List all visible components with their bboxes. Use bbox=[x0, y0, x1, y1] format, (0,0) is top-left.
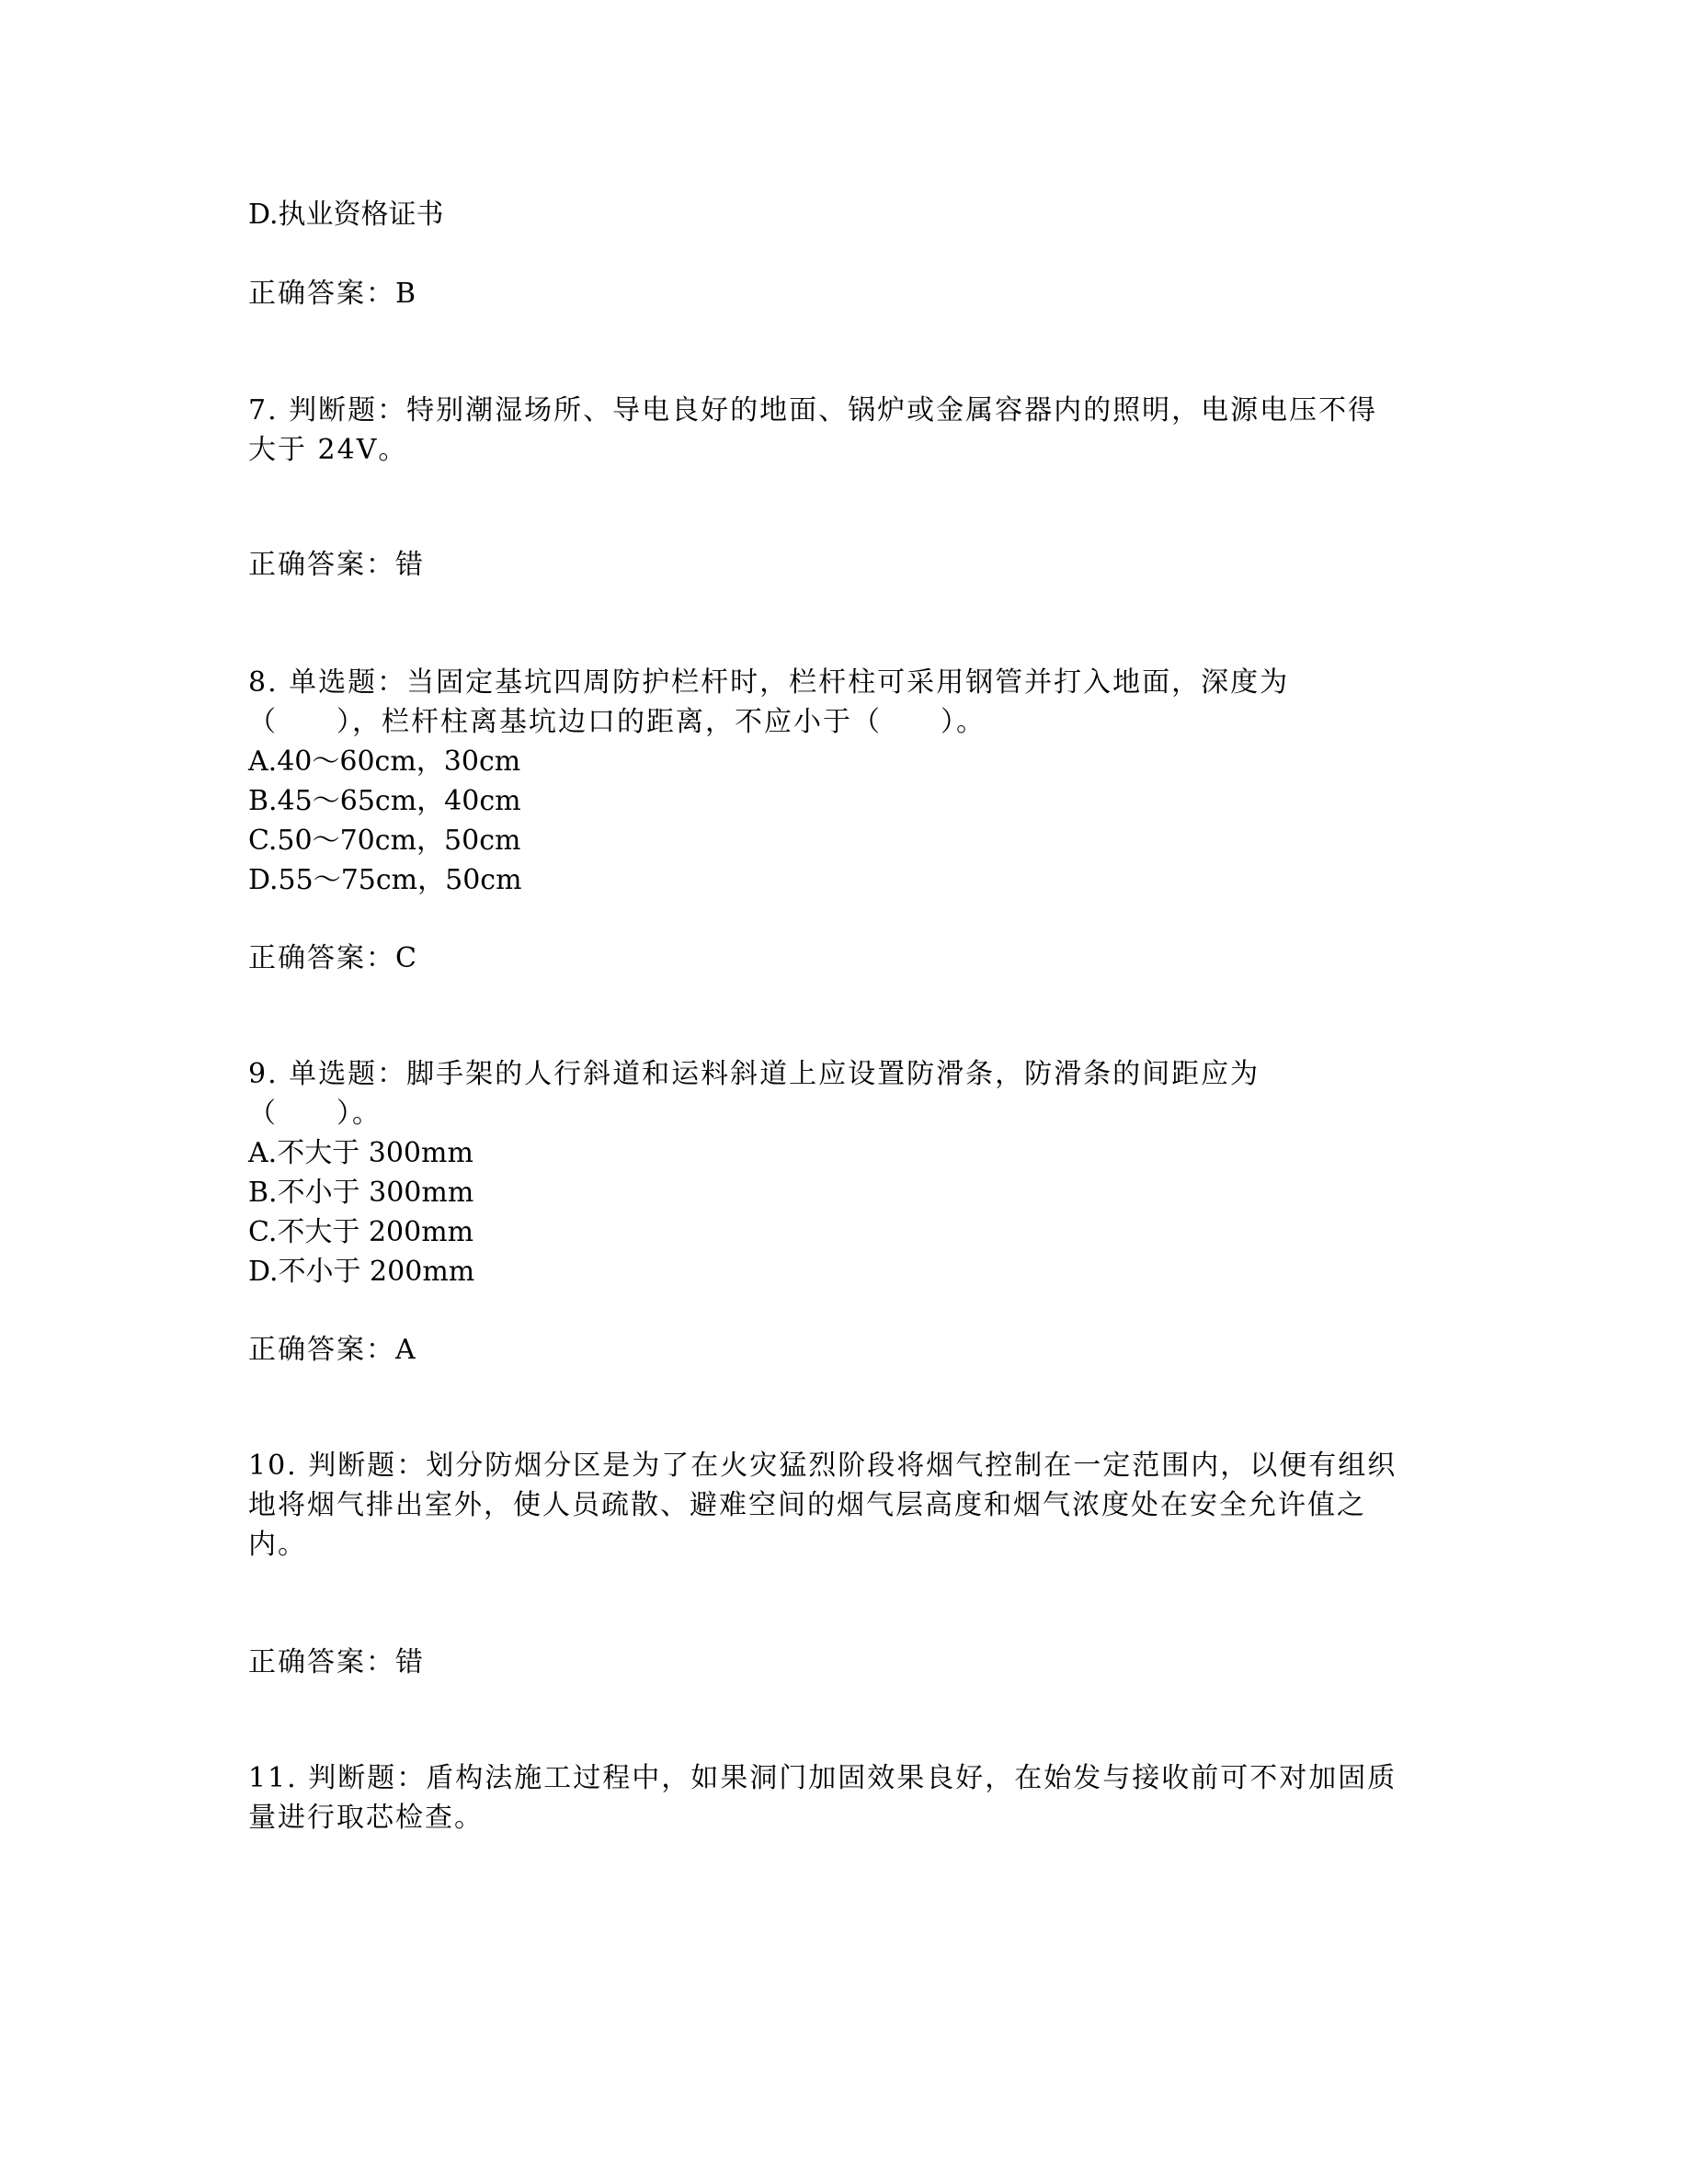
option-a: A.40～60cm，30cm bbox=[248, 745, 521, 778]
option-a: A.不大于 300mm bbox=[248, 1137, 473, 1169]
option-c: C.50～70cm，50cm bbox=[248, 825, 521, 857]
option-b: B.不小于 300mm bbox=[248, 1177, 474, 1209]
question-7-text-cont: 大于 24V。 bbox=[248, 434, 408, 466]
question-10-text-cont: 地将烟气排出室外，使人员疏散、避难空间的烟气层高度和烟气浓度处在安全允许值之 bbox=[248, 1489, 1366, 1521]
option-c: C.不大于 200mm bbox=[248, 1216, 474, 1248]
option-d: D.执业资格证书 bbox=[248, 199, 444, 231]
answer-line: 正确答案：错 bbox=[248, 549, 425, 581]
answer-line: 正确答案：B bbox=[248, 278, 418, 310]
answer-line: 正确答案：A bbox=[248, 1334, 417, 1366]
answer-line: 正确答案：错 bbox=[248, 1646, 425, 1678]
option-b: B.45～65cm，40cm bbox=[248, 785, 521, 817]
question-9-text: 9. 单选题：脚手架的人行斜道和运料斜道上应设置防滑条，防滑条的间距应为 bbox=[248, 1058, 1260, 1090]
question-11-text-cont: 量进行取芯检查。 bbox=[248, 1802, 484, 1834]
question-7-text: 7. 判断题：特别潮湿场所、导电良好的地面、锅炉或金属容器内的照明，电源电压不得 bbox=[248, 394, 1378, 427]
question-11-text: 11. 判断题：盾构法施工过程中，如果洞门加固效果良好，在始发与接收前可不对加固质 bbox=[248, 1762, 1397, 1794]
option-d: D.不小于 200mm bbox=[248, 1256, 475, 1288]
option-d: D.55～75cm，50cm bbox=[248, 864, 522, 896]
question-8-text-cont: （ ），栏杆柱离基坑边口的距离，不应小于（ ）。 bbox=[248, 706, 986, 738]
question-10-text: 10. 判断题：划分防烟分区是为了在火灾猛烈阶段将烟气控制在一定范围内，以便有组织 bbox=[248, 1450, 1397, 1482]
question-10-text-end: 内。 bbox=[248, 1529, 307, 1561]
question-8-text: 8. 单选题：当固定基坑四周防护栏杆时，栏杆柱可采用钢管并打入地面，深度为 bbox=[248, 666, 1290, 699]
answer-line: 正确答案：C bbox=[248, 942, 418, 974]
question-9-text-cont: （ ）。 bbox=[248, 1098, 382, 1130]
